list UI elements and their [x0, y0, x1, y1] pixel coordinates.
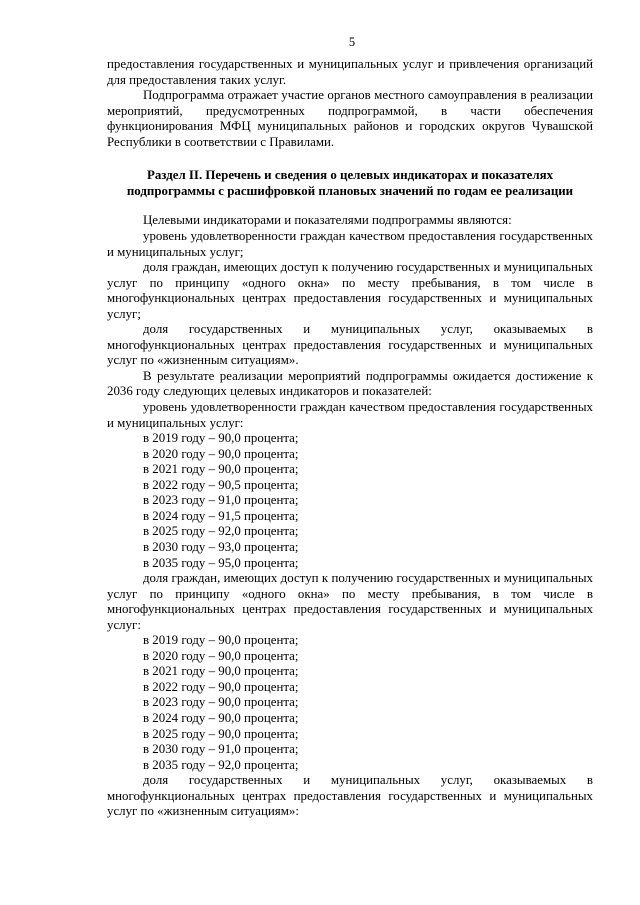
page-number: 5 [348, 35, 356, 49]
target-2-year-line: в 2022 году – 90,0 процента; [143, 679, 299, 694]
section-heading: Раздел II. Перечень и сведения о целевых индикаторах и показателях подпрограммы с расшифровкой плановых значений по годам ее реализации [126, 168, 574, 198]
target-1-year-line: в 2020 году – 90,0 процента; [143, 446, 299, 461]
target-2-year-line: в 2020 году – 90,0 процента; [143, 648, 299, 663]
target-2-title: доля граждан, имеющих доступ к получению государственных и муниципальных услуг по принципу «одного окна» по месту пребывания, в том числе в многофункциональных центрах предоставления государственных и муниципальных услуг: [107, 571, 593, 632]
target-2-years [107, 633, 593, 773]
results-intro: В результате реализации мероприятий подпрограммы ожидается достижение к 2036 году следующих целевых индикаторов и показателей: [107, 368, 593, 399]
target-2-year-line: в 2021 году – 90,0 процента; [143, 664, 299, 679]
document-page [107, 34, 593, 820]
target-1-year-line: в 2022 году – 90,5 процента; [143, 477, 299, 492]
target-1-year-line: в 2035 году – 95,0 процента; [143, 555, 299, 570]
target-1-year-line: в 2024 году – 91,5 процента; [143, 508, 299, 523]
indicator-item-3: доля государственных и муниципальных услуг, оказываемых в многофункциональных центрах предоставления государственных и муниципальных услуг по «жизненным ситуациям». [107, 322, 593, 368]
indicator-item-2: доля граждан, имеющих доступ к получению государственных и муниципальных услуг по принципу «одного окна» по месту пребывания, в том числе в многофункциональных центрах предоставления государственных и муниципальных услуг; [107, 260, 593, 321]
target-1-year-line: в 2023 году – 91,0 процента; [143, 493, 299, 508]
target-1-year-line: в 2019 году – 90,0 процента; [143, 431, 299, 446]
target-2-year-line: в 2030 году – 91,0 процента; [143, 742, 299, 757]
target-2-year-line: в 2025 году – 90,0 процента; [143, 726, 299, 741]
target-2-year-line: в 2023 году – 90,0 процента; [143, 695, 299, 710]
target-2-year-line: в 2035 году – 92,0 процента; [143, 757, 299, 772]
target-1-year-line: в 2025 году – 92,0 процента; [143, 524, 299, 539]
indicators-intro: Целевыми индикаторами и показателями подпрограммы являются: [143, 213, 512, 228]
target-2-year-line: в 2024 году – 90,0 процента; [143, 710, 299, 725]
target-1-year-line: в 2021 году – 90,0 процента; [143, 462, 299, 477]
target-2-year-line: в 2019 году – 90,0 процента; [143, 633, 299, 648]
target-1-years [107, 431, 593, 571]
intro-paragraph-1: предоставления государственных и муниципальных услуг и привлечения организаций для предоставления таких услуг. [107, 57, 593, 87]
target-1-year-line: в 2030 году – 93,0 процента; [143, 539, 299, 554]
target-3-title: доля государственных и муниципальных услуг, оказываемых в многофункциональных центрах предоставления государственных и муниципальных услуг по «жизненным ситуациям»: [107, 773, 593, 819]
indicator-item-1: уровень удовлетворенности граждан качеством предоставления государственных и муниципальных услуг; [107, 229, 593, 259]
target-1-title: уровень удовлетворенности граждан качеством предоставления государственных и муниципальных услуг: [107, 400, 593, 430]
intro-paragraph-2: Подпрограмма отражает участие органов местного самоуправления в реализации мероприятий, предусмотренных подпрограммой, в части обеспечения функционирования МФЦ муниципальных районов и городских округов Чувашской Республики в соответствии с Правилами. [107, 88, 593, 149]
